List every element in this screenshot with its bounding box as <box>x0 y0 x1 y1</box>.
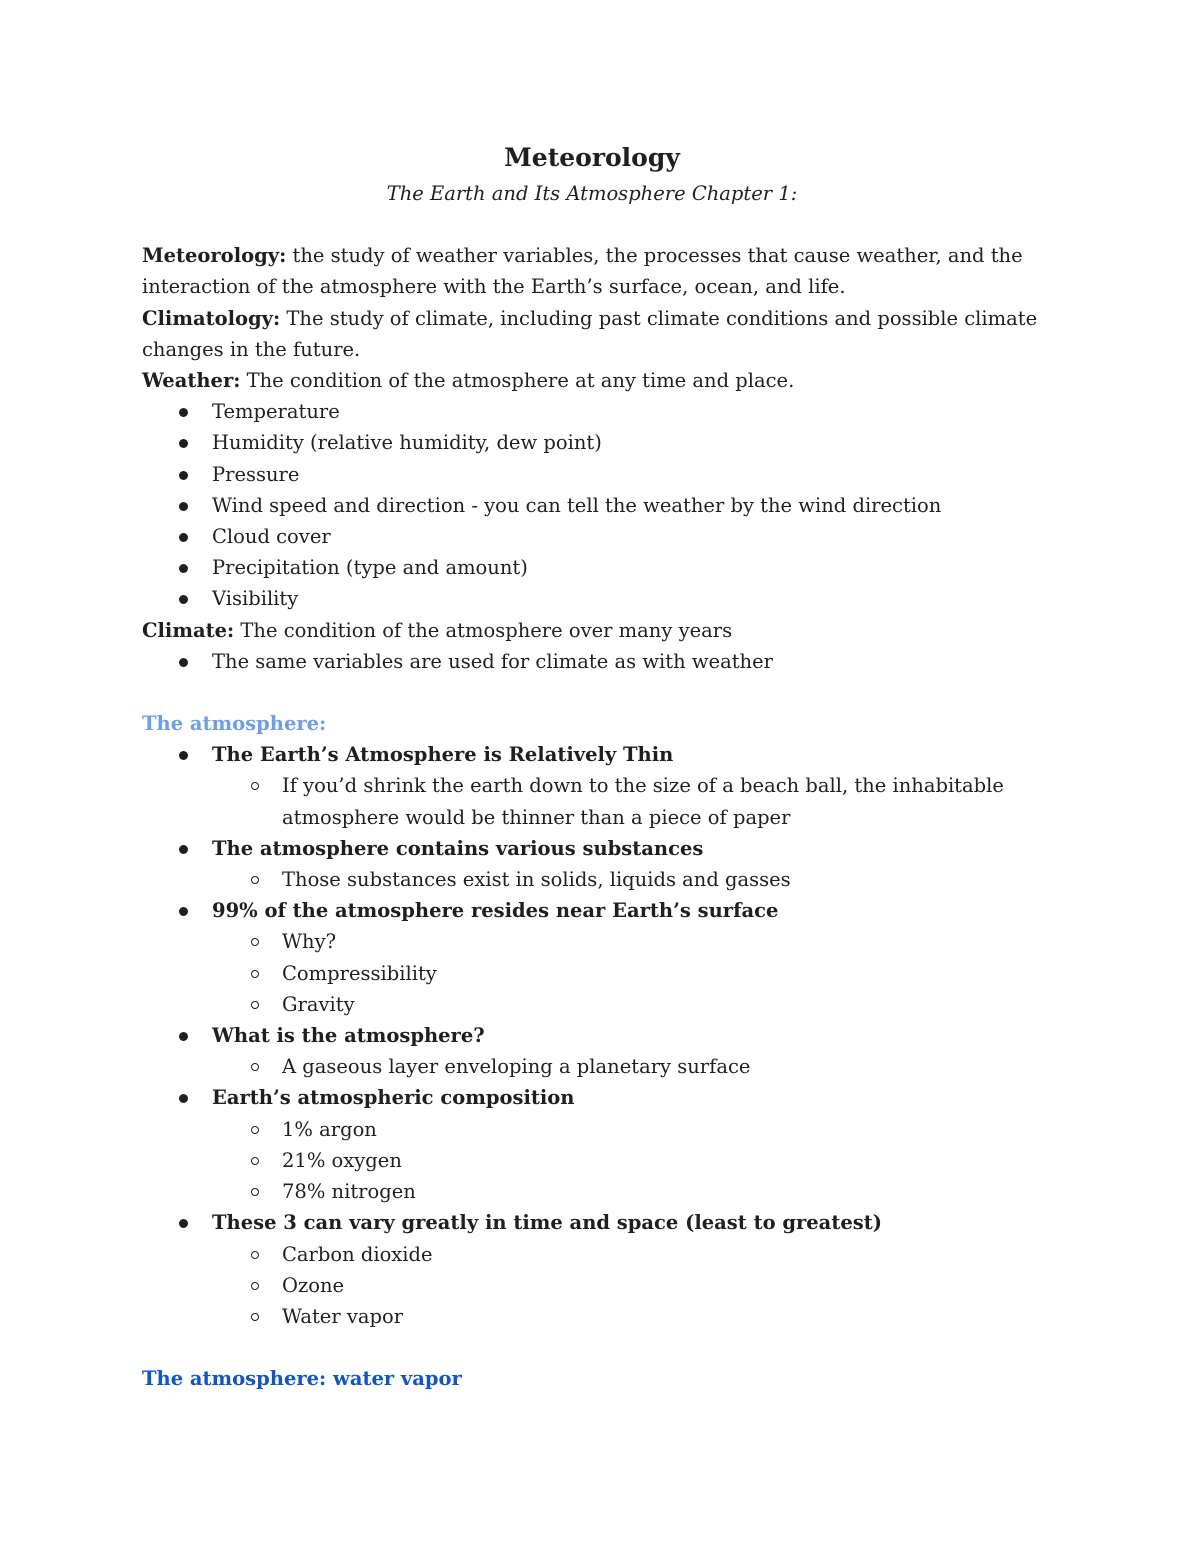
point-label: The atmosphere contains various substances <box>212 836 704 860</box>
sub-list-item: Why? <box>212 926 1042 957</box>
sub-list-item: Water vapor <box>212 1301 1042 1332</box>
definition-text: the study of weather variables, the processes that cause weather, and the interaction of the atmosphere with the Earth’s surface, ocean, and life. <box>142 244 1023 299</box>
list-item <box>142 1207 1042 1332</box>
point-label: These 3 can vary greatly in time and space (least to greatest) <box>212 1211 882 1235</box>
sub-list-item: 21% oxygen <box>212 1145 1042 1176</box>
section-heading-water-vapor: The atmosphere: water vapor <box>142 1367 462 1391</box>
list-item <box>142 1020 1042 1082</box>
definition-text: The condition of the atmosphere over many years <box>234 618 733 642</box>
point-label: Earth’s atmospheric composition <box>212 1086 575 1110</box>
sub-list-item: 1% argon <box>212 1114 1042 1145</box>
list-item <box>142 833 1042 895</box>
definition-climate <box>142 615 1042 646</box>
list-item: Humidity (relative humidity, dew point) <box>142 427 1042 458</box>
list-item: Precipitation (type and amount) <box>142 552 1042 583</box>
sub-list <box>212 926 1042 1020</box>
point-label: What is the atmosphere? <box>212 1024 485 1048</box>
sub-list <box>212 864 1042 895</box>
list-item: The same variables are used for climate as with weather <box>142 646 1042 677</box>
list-item: Visibility <box>142 583 1042 614</box>
climate-list <box>142 646 1042 677</box>
sub-list-item: If you’d shrink the earth down to the size of a beach ball, the inhabitable atmosphere would be thinner than a piece of paper <box>212 770 1042 832</box>
list-item: Pressure <box>142 459 1042 490</box>
sub-list <box>212 770 1042 832</box>
atmosphere-points-list <box>142 739 1042 1332</box>
sub-list-item: Those substances exist in solids, liquids and gasses <box>212 864 1042 895</box>
list-item <box>142 1082 1042 1207</box>
section-heading-atmosphere: The atmosphere: <box>142 712 327 736</box>
list-item: Wind speed and direction - you can tell the weather by the wind direction <box>142 490 1042 521</box>
document-title: Meteorology <box>504 143 680 172</box>
weather-variables-list <box>142 396 1042 614</box>
definition-meteorology <box>142 240 1042 302</box>
definition-term: Climatology: <box>142 306 281 330</box>
sub-list <box>212 1051 1042 1082</box>
point-label: 99% of the atmosphere resides near Earth’s surface <box>212 899 779 923</box>
list-item: Temperature <box>142 396 1042 427</box>
definition-weather <box>142 365 1042 396</box>
list-item: Cloud cover <box>142 521 1042 552</box>
definition-text: The condition of the atmosphere at any time and place. <box>240 369 795 393</box>
definition-term: Meteorology: <box>142 244 287 268</box>
definition-text: The study of climate, including past climate conditions and possible climate changes in the future. <box>142 306 1038 361</box>
sub-list-item: Ozone <box>212 1270 1042 1301</box>
definition-term: Weather: <box>142 369 241 393</box>
sub-list <box>212 1114 1042 1208</box>
sub-list-item: A gaseous layer enveloping a planetary surface <box>212 1051 1042 1082</box>
sub-list-item: 78% nitrogen <box>212 1176 1042 1207</box>
sub-list-item: Gravity <box>212 989 1042 1020</box>
document-subtitle: The Earth and Its Atmosphere Chapter 1: <box>386 182 798 205</box>
sub-list-item: Compressibility <box>212 958 1042 989</box>
list-item <box>142 739 1042 833</box>
sub-list-item: Carbon dioxide <box>212 1239 1042 1270</box>
point-label: The Earth’s Atmosphere is Relatively Thin <box>212 743 674 767</box>
definition-climatology <box>142 303 1042 365</box>
document-page <box>142 138 1042 1394</box>
definition-term: Climate: <box>142 618 235 642</box>
sub-list <box>212 1239 1042 1333</box>
list-item <box>142 895 1042 1020</box>
